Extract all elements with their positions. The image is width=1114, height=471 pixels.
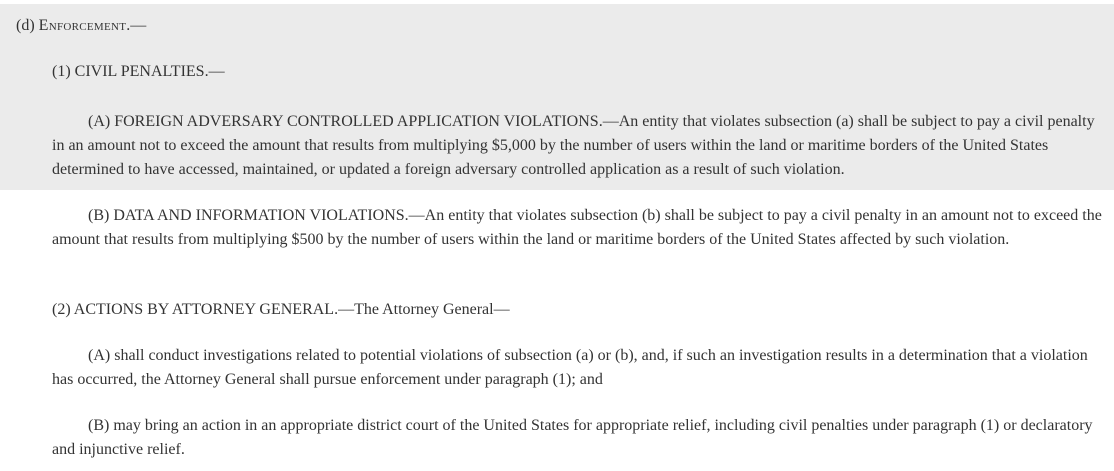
subparagraph-1a-text: An entity that violates subsection (a) shall be subject to pay a civil penalty in an amount not to exceed the amount that results from multiplying $5,000 by the number of users within the land or maritime borders of the United States determined to have accessed, maintained, or updated a foreign adversary controlled application as a result of such violation. (52, 113, 1095, 178)
subparagraph-1b-heading: DATA AND INFORMATION VIOLATIONS.— (113, 207, 425, 224)
paragraph-2-label: (2) (52, 301, 71, 318)
section-d-label: (d) (16, 17, 35, 34)
subparagraph-1a-heading: FOREIGN ADVERSARY CONTROLLED APPLICATION VIOLATIONS.— (114, 113, 619, 130)
paragraph-1-label: (1) (52, 63, 71, 80)
subparagraph-1b (52, 204, 1104, 252)
paragraph-1-heading (52, 60, 225, 84)
paragraph-2-heading (52, 298, 510, 322)
paragraph-2-text: The Attorney General— (354, 301, 510, 318)
subparagraph-2a-label: (A) (88, 347, 111, 364)
subparagraph-2a (52, 344, 1104, 392)
section-d-dash: .— (126, 17, 147, 34)
section-d-title: Enforcement (38, 17, 127, 34)
subparagraph-2b-text: may bring an action in an appropriate district court of the United States for appropriate relief, including civil penalties under paragraph (1) or declaratory and injunctive relief. (52, 417, 1093, 458)
section-d-heading (16, 14, 146, 38)
paragraph-2-title: ACTIONS BY ATTORNEY GENERAL.— (73, 301, 355, 318)
subparagraph-2b-label: (B) (88, 417, 110, 434)
subparagraph-2a-text: shall conduct investigations related to potential violations of subsection (a) or (b), and, if such an investigation results in a determination that a violation has occurred, the Attorney General shall pursue enforcement under paragraph (1); and (52, 347, 1088, 388)
subparagraph-1a (52, 110, 1104, 182)
subparagraph-2b (52, 414, 1104, 462)
subparagraph-1b-label: (B) (88, 207, 110, 224)
subparagraph-1b-text: An entity that violates subsection (b) shall be subject to pay a civil penalty in an amount not to exceed the amount that results from multiplying $500 by the number of users within the land or maritime borders of the United States affected by such violation. (52, 207, 1102, 248)
subparagraph-1a-label: (A) (88, 113, 111, 130)
paragraph-1-title: CIVIL PENALTIES.— (74, 63, 225, 80)
